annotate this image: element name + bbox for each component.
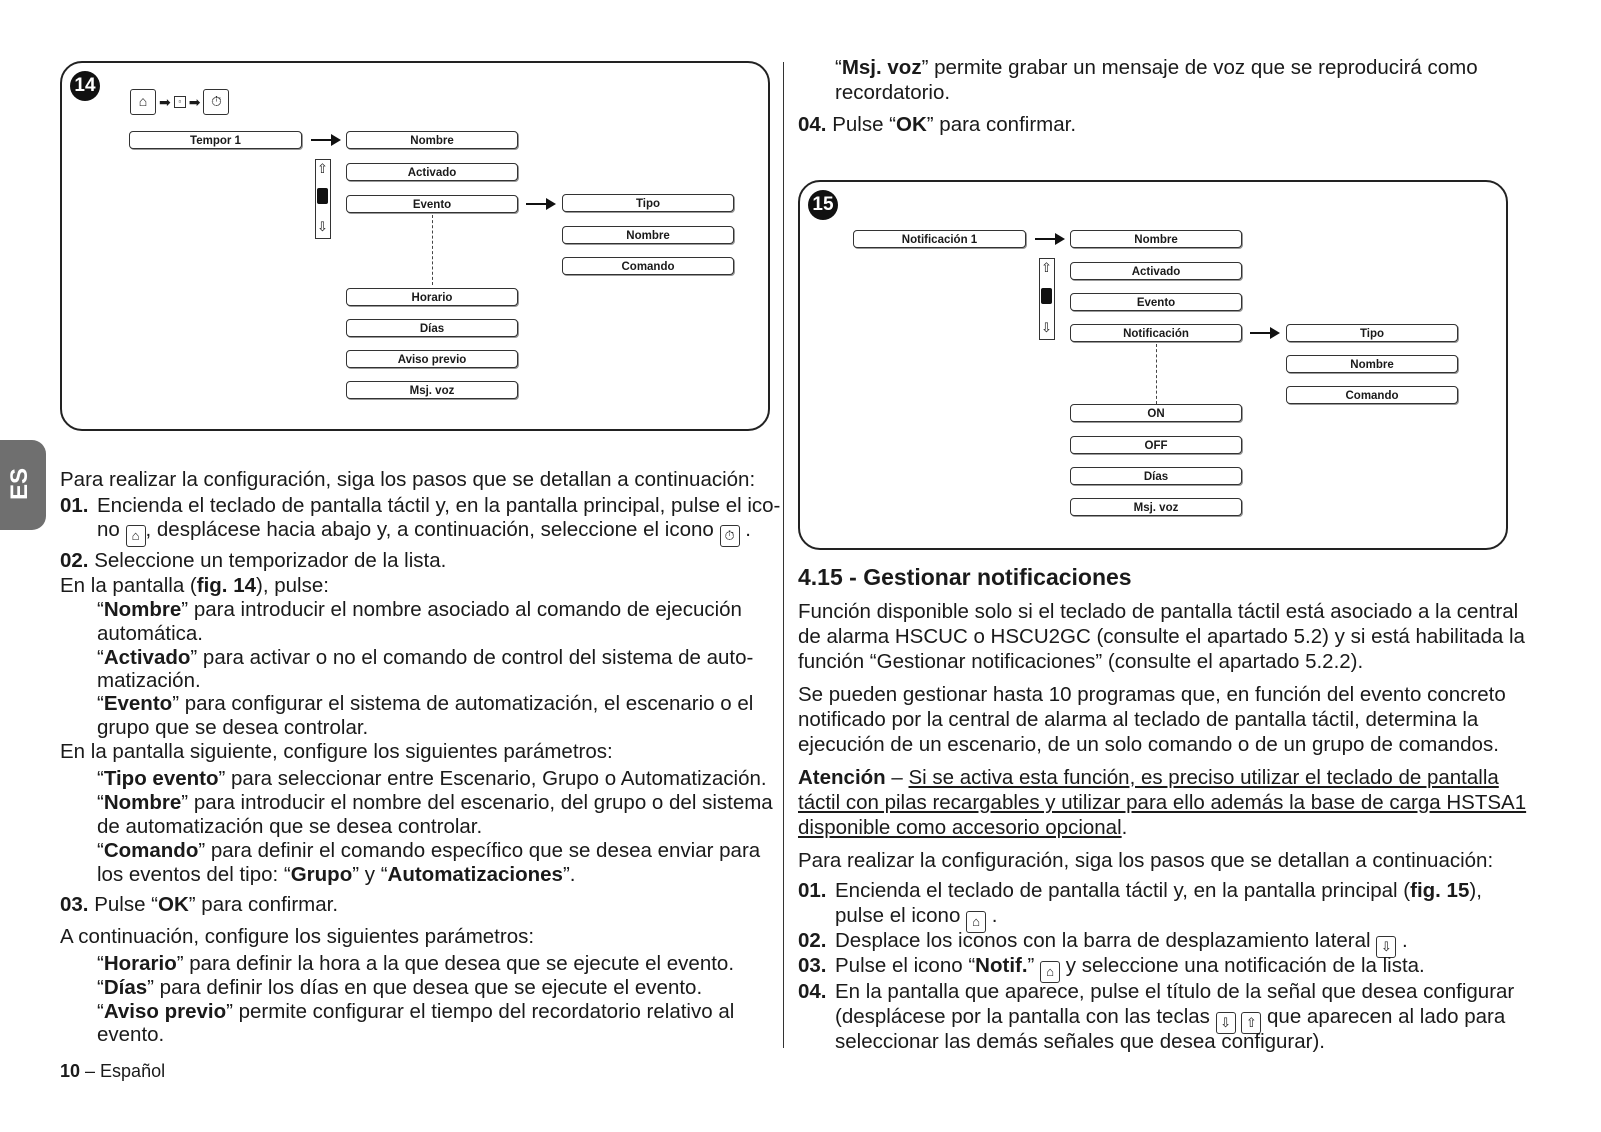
diagram-box-lower: Msj. voz: [1070, 498, 1242, 516]
step-r01: [798, 879, 827, 904]
para2-line1: Se pueden gestionar hasta 10 programas que, en función del evento concreto: [798, 683, 1506, 706]
text: no: [97, 518, 120, 541]
param-activado-cont: matización.: [97, 669, 201, 692]
para1-line2: de alarma HSCUC o HSCU2GC (consulte el apartado 5.2) y si está habilitada la: [798, 625, 1525, 648]
param-key: Aviso previo: [103, 1000, 227, 1023]
diagram-box-start: Tempor 1: [129, 131, 302, 149]
param-evento: “Evento” para configurar el sistema de automatización, el escenario o el: [97, 692, 754, 715]
step-01: [60, 494, 89, 519]
step-01-line1: Encienda el teclado de pantalla táctil y, en la pantalla principal, pulse el ico-: [97, 494, 781, 517]
text: ” para activar o no el comando de control del sistema de auto-: [190, 646, 754, 669]
scroll-up-icon: ⇧: [317, 161, 328, 176]
param-key: Horario: [103, 952, 177, 975]
diagram-box-sub: Nombre: [562, 226, 734, 244]
step-r03-text: [835, 954, 1425, 983]
text: disponible como accesorio opcional: [798, 816, 1122, 839]
text: ” permite configurar el tiempo del recordatorio relativo al: [226, 1000, 735, 1023]
param-comando: “Comando” para definir el comando específico que se desea enviar para: [97, 839, 761, 862]
param-aviso: “Aviso previo” permite configurar el tiempo del recordatorio relativo al: [97, 1000, 735, 1023]
keyword: Grupo: [290, 863, 353, 886]
step-number: 03.: [798, 954, 827, 977]
step-r01-line1: [835, 879, 1482, 904]
diagram-box-lower: Días: [346, 319, 518, 337]
attention-label: Atención: [798, 766, 886, 789]
text: .: [745, 518, 751, 541]
text: ” permite grabar un mensaje de voz que se reproducirá como: [921, 56, 1478, 79]
step-03: [60, 893, 338, 918]
text: –: [885, 766, 909, 789]
scroll-down-icon: ⇩: [1216, 1012, 1236, 1034]
param-aviso-cont: evento.: [97, 1023, 165, 1046]
diagram-box-lower: ON: [1070, 404, 1242, 422]
text: ” para confirmar.: [188, 893, 339, 916]
keyword: OK: [896, 113, 927, 136]
text: ” para configurar el sistema de automatización, el escenario o el: [172, 692, 754, 715]
diagram-box-lower: OFF: [1070, 436, 1242, 454]
step-number: 04.: [798, 980, 827, 1003]
param-tipo: “Tipo evento” para seleccionar entre Escenario, Grupo o Automatización.: [97, 767, 767, 790]
text: ), pulse:: [256, 574, 329, 597]
param-key: Tipo evento: [103, 767, 219, 790]
intro-paragraph: Para realizar la configuración, siga los pasos que se detallan a continuación:: [60, 468, 756, 491]
text: ”: [1027, 954, 1035, 977]
figure-number: 14: [70, 71, 100, 101]
text: ” para definir los días en que desea que se ejecute el evento.: [147, 976, 703, 999]
step-04: [798, 113, 1076, 138]
scroll-thumb: [1041, 288, 1052, 304]
text: que aparecen al lado para: [1267, 1005, 1506, 1028]
para2-line3: ejecución de un escenario, de un solo comando o de un grupo de comandos.: [798, 733, 1499, 756]
text: ” y “: [352, 863, 388, 886]
diagram-box-sub: Nombre: [1286, 355, 1458, 373]
notification-icon: ⌂: [1040, 961, 1060, 983]
step-r02: [798, 929, 827, 954]
scroll-down-icon: ⇩: [1376, 936, 1396, 958]
timer-icon: ⏱: [720, 525, 740, 547]
step-number: 04.: [798, 113, 827, 136]
step-number: 03.: [60, 893, 89, 916]
param-key: Comando: [103, 839, 199, 862]
diagram-box-sub: Tipo: [1286, 324, 1458, 342]
param-nombre-cont: automática.: [97, 622, 203, 645]
text: Si se activa esta función, es preciso utilizar el teclado de pantalla: [908, 766, 1499, 789]
diagram-box-menu: Activado: [346, 163, 518, 181]
text: ” para seleccionar entre Escenario, Grupo o Automatización.: [218, 767, 767, 790]
param-key: Nombre: [103, 791, 182, 814]
text: Encienda el teclado de pantalla táctil y, en la pantalla principal (: [835, 879, 1411, 902]
language-tab: [0, 440, 46, 530]
fig-ref: fig. 15: [1410, 879, 1470, 902]
scrollbar: [315, 159, 331, 239]
param-nombre2: “Nombre” para introducir el nombre del escenario, del grupo o del sistema: [97, 791, 773, 814]
param-key: Días: [103, 976, 148, 999]
home-icon: ⌂: [966, 911, 986, 933]
arrow-right: [1250, 332, 1278, 334]
diagram-box-menu: Activado: [1070, 262, 1242, 280]
param-activado: “Activado” para activar o no el comando de control del sistema de auto-: [97, 646, 754, 669]
text: (desplácese por la pantalla con las teclas: [835, 1005, 1210, 1028]
diagram-box-lower: Horario: [346, 288, 518, 306]
scroll-down-icon: ⇩: [317, 219, 328, 234]
text: ”.: [562, 863, 576, 886]
fig-ref: fig. 14: [196, 574, 257, 597]
step-r04-line3: seleccionar las demás señales que desea configurar).: [835, 1030, 1325, 1053]
figure-15: [798, 180, 1508, 550]
param-comando-cont: [97, 863, 575, 888]
param-key: Msj. voz: [841, 56, 922, 79]
diagram-box-sub: Comando: [1286, 386, 1458, 404]
step-01-line2: [97, 518, 751, 547]
arrow-right-icon: ➡: [159, 93, 171, 110]
step-number: 01.: [798, 879, 827, 902]
attention-line2: táctil con pilas recargables y utilizar para ello además la base de carga HSTSA1: [798, 791, 1527, 814]
text: .: [1402, 929, 1408, 952]
home-icon: ⌂: [126, 525, 146, 547]
step-number: 02.: [798, 929, 827, 952]
scroll-icon: ▫: [174, 96, 186, 108]
para1-line1: Función disponible solo si el teclado de pantalla táctil está asociado a la central: [798, 600, 1519, 623]
attention-line1: [798, 766, 1499, 791]
param-msj: “Msj. voz” permite grabar un mensaje de voz que se reproducirá como: [835, 56, 1478, 79]
text: los eventos del tipo: “: [97, 863, 291, 886]
text: .: [991, 904, 998, 927]
para2-line2: notificado por la central de alarma al teclado de pantalla táctil, determina la: [798, 708, 1479, 731]
icon-path: [130, 89, 229, 115]
text: Pulse “: [94, 893, 159, 916]
next-screen-line: En la pantalla siguiente, configure los siguientes parámetros:: [60, 740, 613, 763]
keyword: Notif.: [975, 954, 1028, 977]
figure-number: 15: [808, 190, 838, 220]
step-number: 01.: [60, 494, 89, 517]
diagram-box-menu: Nombre: [346, 131, 518, 149]
scroll-thumb: [317, 188, 328, 204]
diagram-box-menu: Notificación: [1070, 324, 1242, 342]
arrow-right-icon: ➡: [188, 93, 201, 110]
text: Pulse “: [832, 113, 897, 136]
home-icon: ⌂: [130, 89, 156, 115]
text: Pulse el icono “: [835, 954, 976, 977]
param-nombre2-cont: de automatización que se desea controlar.: [97, 815, 483, 838]
text: y seleccione una notificación de la lista.: [1065, 954, 1425, 977]
column-divider: [783, 62, 784, 1048]
dashed-connector: [1156, 344, 1157, 404]
diagram-box-start: Notificación 1: [853, 230, 1026, 248]
param-msj-cont: recordatorio.: [835, 81, 951, 104]
text: Desplace los iconos con la barra de desplazamiento lateral: [835, 929, 1371, 952]
diagram-box-sub: Tipo: [562, 194, 734, 212]
param-dias: “Días” para definir los días en que desea que se ejecute el evento.: [97, 976, 703, 999]
scroll-up-icon: ⇧: [1041, 260, 1052, 275]
para1-line3: función “Gestionar notificaciones” (consulte el apartado 5.2.2).: [798, 650, 1364, 673]
step-text: Seleccione un temporizador de la lista.: [94, 549, 447, 572]
diagram-box-menu: Nombre: [1070, 230, 1242, 248]
param-evento-cont: grupo que se desea controlar.: [97, 716, 369, 739]
text: , desplácese hacia abajo y, a continuación, seleccione el icono: [145, 518, 714, 541]
step-number: 02.: [60, 549, 89, 572]
page-number: 10: [60, 1061, 81, 1081]
dashed-connector: [432, 215, 433, 285]
intro-paragraph-right: Para realizar la configuración, siga los pasos que se detallan a continuación:: [798, 849, 1494, 872]
figure-14: [60, 61, 770, 431]
screen-line: [60, 574, 329, 599]
attention-line3: [798, 816, 1127, 841]
timer-icon: ⏱: [203, 89, 229, 115]
scrollbar: [1039, 258, 1055, 340]
arrow-right: [526, 203, 554, 205]
param-key: Activado: [103, 646, 191, 669]
diagram-box-lower: Aviso previo: [346, 350, 518, 368]
text: ” para introducir el nombre del escenario, del grupo o del sistema: [181, 791, 773, 814]
param-nombre: “Nombre” para introducir el nombre asociado al comando de ejecución: [97, 598, 742, 621]
text: ” para confirmar.: [926, 113, 1077, 136]
step-r03: [798, 954, 827, 979]
keyword: OK: [158, 893, 189, 916]
scroll-up-icon: ⇧: [1241, 1012, 1261, 1034]
footer-language: – Español: [80, 1061, 166, 1081]
section-heading: 4.15 - Gestionar notificaciones: [798, 564, 1132, 590]
param-key: Nombre: [103, 598, 182, 621]
step-02: [60, 549, 446, 574]
arrow-right: [311, 139, 339, 141]
text: .: [1121, 816, 1128, 839]
arrow-right: [1035, 238, 1063, 240]
diagram-box-menu: Evento: [1070, 293, 1242, 311]
param-key: Evento: [103, 692, 173, 715]
text: ” para definir el comando específico que se desea enviar para: [198, 839, 761, 862]
then-line: A continuación, configure los siguientes parámetros:: [60, 925, 535, 948]
param-horario: “Horario” para definir la hora a la que desea que se ejecute el evento.: [97, 952, 735, 975]
page-footer: [60, 1059, 165, 1084]
text: ” para introducir el nombre asociado al comando de ejecución: [181, 598, 742, 621]
text: pulse el icono: [835, 904, 961, 927]
text: ),: [1469, 879, 1482, 902]
keyword: Automatizaciones: [387, 863, 563, 886]
text: ” para definir la hora a la que desea que se ejecute el evento.: [176, 952, 735, 975]
text: En la pantalla (: [60, 574, 197, 597]
language-tab-label: ES: [6, 467, 33, 500]
step-r04-line1: En la pantalla que aparece, pulse el título de la señal que desea configurar: [835, 980, 1515, 1003]
diagram-box-lower: Días: [1070, 467, 1242, 485]
step-r04: [798, 980, 827, 1005]
diagram-box-menu: Evento: [346, 195, 518, 213]
diagram-box-lower: Msj. voz: [346, 381, 518, 399]
diagram-box-sub: Comando: [562, 257, 734, 275]
scroll-down-icon: ⇩: [1041, 320, 1052, 335]
